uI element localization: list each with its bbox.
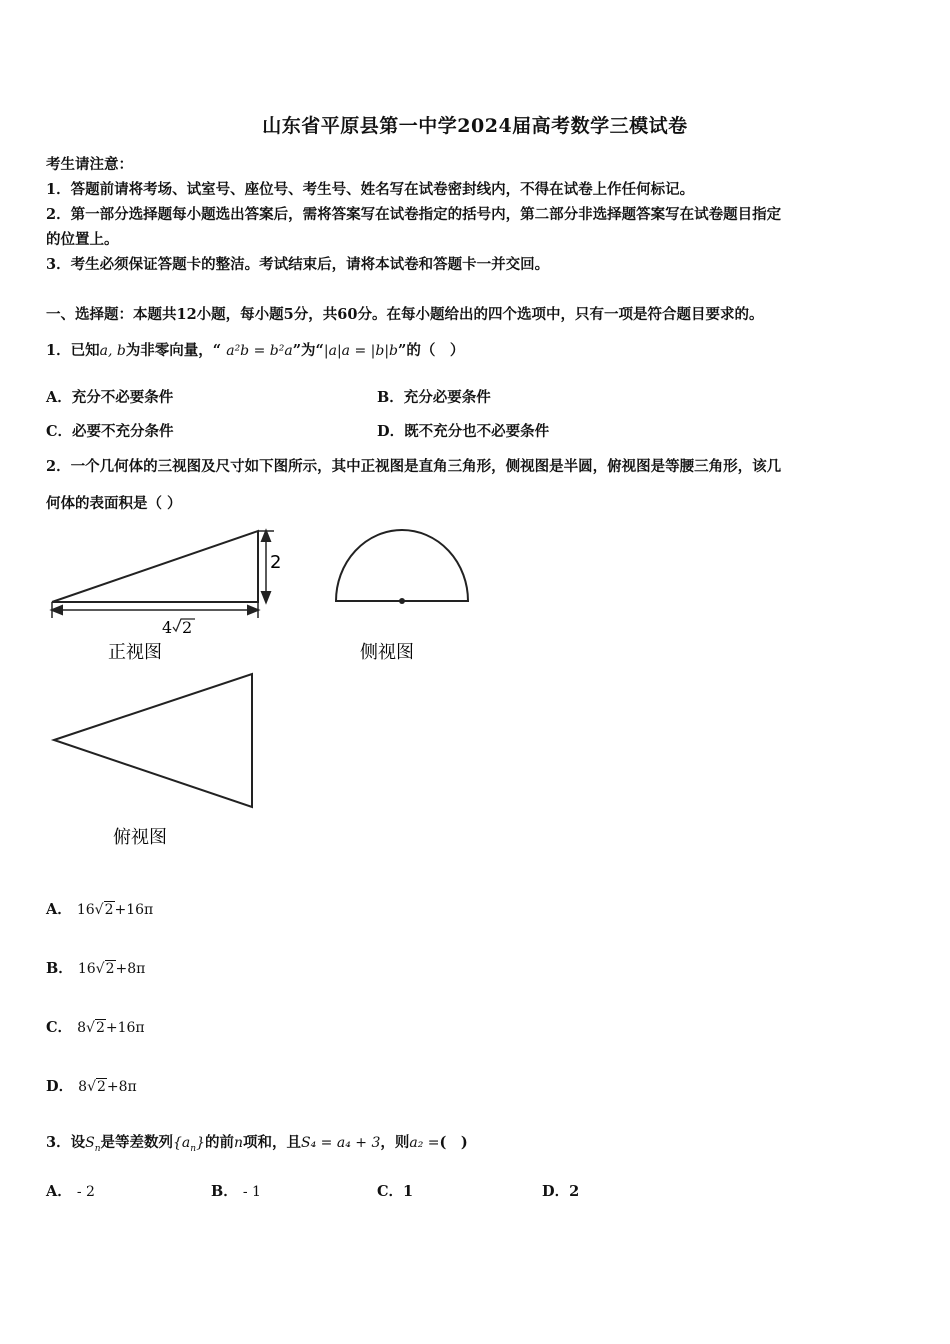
front-view-label: 正视图 [108, 642, 162, 663]
q2-option-a: A． 16√2+16π [46, 901, 154, 918]
q3-equation: S₄ = a₄ + 3 [301, 1135, 381, 1151]
q3-sequence: $\{a_n\}$ [172, 1135, 205, 1154]
front-view-height-label: 2 [270, 552, 282, 573]
notice-item: 1．答题前请将考场、试室号、座位号、考生号、姓名写在试卷密封线内，不得在试卷上作任何标记。 [46, 181, 695, 198]
q2-option-c: C． 8√2+16π [46, 1019, 145, 1036]
q1-mid: 为非零向量，“ [125, 342, 222, 359]
section-heading: 一、选择题：本题共12小题，每小题5分，共60分。在每小题给出的四个选项中，只有一项是符合题目要求的。 [46, 306, 764, 323]
q3-option-a: A． - 2 [46, 1183, 95, 1200]
q1-option-b: B．充分必要条件 [377, 389, 491, 406]
q3-sn: $S_n$ [85, 1135, 101, 1154]
q2-option-b: B． 16√2+8π [46, 960, 146, 977]
front-view-width-rad: 2 [182, 618, 193, 637]
q1-option-a: A．充分不必要条件 [46, 389, 174, 406]
q1-condition-2: |a|a = |b|b [323, 343, 399, 359]
question-1 [46, 339, 464, 360]
front-view-width-coef: 4 [162, 618, 173, 637]
side-view-center-dot [399, 598, 405, 604]
notice-item: 2．第一部分选择题每小题选出答案后，需将答案写在试卷指定的括号内，第二部分非选择题答案写在试卷题目指定 [46, 206, 782, 223]
notice-item: 3．考生必须保证答题卡的整洁。考试结束后，请将本试卷和答题卡一并交回。 [46, 256, 550, 273]
notice-item: 的位置上。 [46, 231, 119, 248]
q1-option-d: D．既不充分也不必要条件 [377, 423, 550, 440]
q1-prefix: 1．已知 [46, 342, 100, 359]
q3-option-b: B． - 1 [211, 1183, 261, 1200]
q3-option-c: C．1 [377, 1183, 414, 1200]
top-view-label: 俯视图 [113, 827, 167, 848]
q1-option-c: C．必要不充分条件 [46, 423, 174, 440]
side-view-label: 侧视图 [360, 642, 414, 663]
q1-mid2: ”为“ [292, 342, 324, 359]
notice-heading: 考生请注意： [46, 156, 133, 173]
q3-a2: a₂ = [409, 1135, 440, 1151]
q1-suffix: ”的（ ） [398, 342, 465, 359]
q3-option-d: D．2 [542, 1183, 580, 1200]
question-2-line-1: 2．一个几何体的三视图及尺寸如下图所示，其中正视图是直角三角形，侧视图是半圆，俯视图是等腰三角形，该几 [46, 458, 782, 475]
question-2-line-2: 何体的表面积是（ ） [46, 495, 182, 512]
page-title: 山东省平原县第一中学2024届高考数学三模试卷 [262, 115, 688, 137]
q1-vars: a, b [99, 343, 126, 359]
side-view [336, 530, 468, 601]
front-view [52, 531, 274, 618]
top-view [54, 674, 252, 807]
question-3: 3．设$S_n$是等差数列$\{a_n\}$的前n项和，且S₄ = a₄ + 3，则a₂ =( ) [46, 1134, 468, 1154]
q2-option-d: D． 8√2+8π [46, 1078, 137, 1095]
three-view-figure [40, 520, 520, 860]
q1-condition-1: a²b = b²a [226, 343, 293, 359]
